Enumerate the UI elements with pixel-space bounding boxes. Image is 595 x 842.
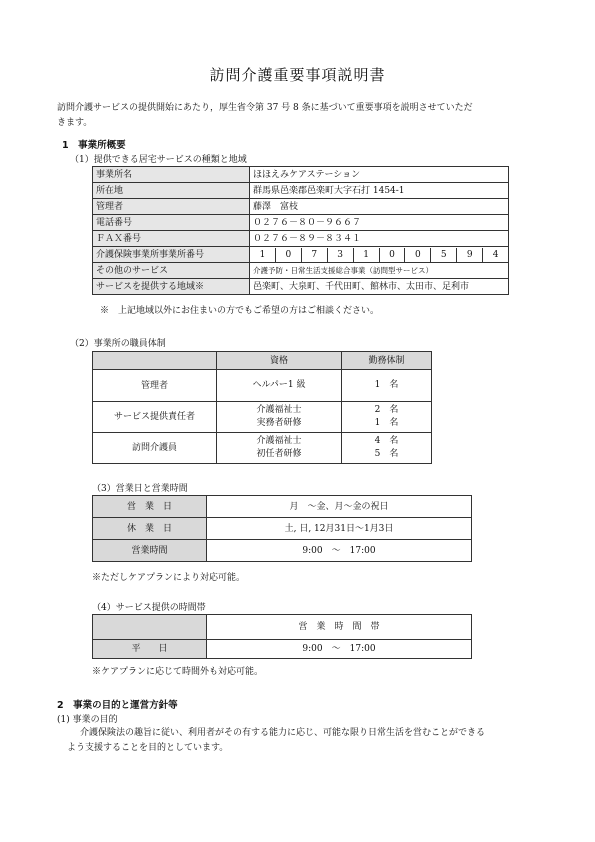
staff-count: 5 名 (374, 449, 399, 459)
intro-line: きます。 (57, 118, 93, 128)
office-number-digit: 7 (302, 248, 328, 262)
staff-qualification: 初任者研修 (256, 449, 302, 459)
business-hours-row (93, 496, 472, 518)
service-hours-header-blank (93, 615, 207, 640)
office-info-value: 介護予防・日常生活支援総合事業（訪問型サービス） (250, 263, 509, 279)
purpose-line: よう支援することを目的としています。 (67, 743, 229, 753)
office-info-row (93, 279, 509, 295)
service-hours-note: ※ケアプランに応じて時間外も対応可能。 (92, 667, 264, 677)
page-title: 訪問介護重要事項説明書 (209, 66, 386, 84)
office-info-label: ＦＡＸ番号 (93, 231, 250, 247)
office-info-row (93, 215, 509, 231)
office-info-value: 藤澤 富枝 (250, 199, 509, 215)
office-info-row (93, 183, 509, 199)
service-hours-label: 平 日 (93, 640, 207, 659)
staff-table-header (93, 352, 432, 370)
subsection-2-1-heading: (1) 事業の目的 (57, 715, 118, 725)
office-number-digit: 0 (380, 248, 406, 262)
office-info-value: ほほえみケアステーション (250, 167, 509, 183)
staff-qualifications (217, 402, 342, 433)
business-hours-row (93, 518, 472, 540)
business-hours-label: 営 業 日 (93, 496, 207, 518)
business-hours-table (92, 495, 472, 562)
staff-count: 1 名 (374, 380, 399, 390)
service-hours-value: 9:00 ～ 17:00 (207, 640, 472, 659)
office-info-label: 管理者 (93, 199, 250, 215)
staff-qualification: 介護福祉士 (256, 436, 302, 446)
office-number-digit: 1 (354, 248, 380, 262)
service-hours-row (93, 640, 472, 659)
subsection-1-1-heading: （1）提供できる居宅サービスの種類と地域 (70, 155, 247, 165)
staff-row (93, 402, 432, 433)
staff-counts (342, 370, 432, 402)
business-hours-value: 土, 日, 12月31日～1月3日 (207, 518, 472, 540)
office-number-digit: 3 (328, 248, 354, 262)
business-hours-value: 月 ～金、月～金の祝日 (207, 496, 472, 518)
staff-qualification: 実務者研修 (256, 418, 302, 428)
office-info-label: その他のサービス (93, 263, 250, 279)
staff-qualifications (217, 370, 342, 402)
office-info-value (250, 247, 509, 263)
staff-count: 2 名 (374, 405, 399, 415)
hours-note: ※ただしケアプランにより対応可能。 (92, 573, 246, 583)
area-note: ※ 上記地域以外にお住まいの方でもご希望の方はご相談ください。 (100, 306, 380, 316)
purpose-line: 介護保険法の趣旨に従い、利用者がその有する能力に応じ、可能な限り日常生活を営むことができる (80, 728, 486, 738)
staff-role: サービス提供責任者 (93, 402, 217, 433)
staff-row (93, 370, 432, 402)
staff-counts (342, 433, 432, 464)
staff-qualifications (217, 433, 342, 464)
staff-role: 管理者 (93, 370, 217, 402)
purpose-paragraph (57, 726, 547, 756)
staff-header-count: 勤務体制 (342, 352, 432, 370)
intro-line: 訪問介護サービスの提供開始にあたり，厚生省令第 37 号 8 条に基づいて重要事項を説明させていただ (57, 103, 473, 113)
business-hours-row (93, 540, 472, 562)
office-info-table (92, 166, 509, 295)
subsection-1-3-heading: （3）営業日と営業時間 (92, 484, 188, 494)
office-number-digit: 0 (405, 248, 431, 262)
office-info-row (93, 247, 509, 263)
staff-table (92, 351, 432, 464)
office-info-label: サービスを提供する地域※ (93, 279, 250, 295)
staff-header-qualification: 資格 (217, 352, 342, 370)
staff-qualification: 介護福祉士 (256, 405, 302, 415)
office-info-label: 事業所名 (93, 167, 250, 183)
office-info-row (93, 199, 509, 215)
staff-header-blank (93, 352, 217, 370)
intro-paragraph (57, 101, 547, 131)
staff-role: 訪問介護員 (93, 433, 217, 464)
staff-row (93, 433, 432, 464)
office-info-label: 所在地 (93, 183, 250, 199)
section-2-heading: 2 事業の目的と運営方針等 (57, 700, 178, 711)
business-hours-label: 営業時間 (93, 540, 207, 562)
office-number-digit: 9 (457, 248, 483, 262)
business-hours-label: 休 業 日 (93, 518, 207, 540)
business-hours-value: 9:00 ～ 17:00 (207, 540, 472, 562)
service-hours-table (92, 614, 472, 659)
office-info-value: 群馬県邑楽郡邑楽町大字石打 1454-1 (250, 183, 509, 199)
office-info-label: 介護保険事業所事業所番号 (93, 247, 250, 263)
office-info-row (93, 167, 509, 183)
office-number-digit: 0 (276, 248, 302, 262)
staff-counts (342, 402, 432, 433)
staff-count: 4 名 (374, 436, 399, 446)
subsection-1-2-heading: （2）事業所の職員体制 (70, 339, 166, 349)
office-info-row (93, 231, 509, 247)
office-info-value: ０２７６－８９－８３４１ (250, 231, 509, 247)
subsection-1-4-heading: （4）サービス提供の時間帯 (92, 603, 206, 613)
section-1-heading: 1 事業所概要 (62, 140, 126, 151)
office-info-value: ０２７６－８０－９６６７ (250, 215, 509, 231)
office-number-digit: 1 (250, 248, 276, 262)
office-info-label: 電話番号 (93, 215, 250, 231)
office-number-digit: 4 (492, 249, 499, 260)
staff-qualification: ヘルパー1 級 (252, 380, 306, 390)
office-info-row (93, 263, 509, 279)
office-number-digits (250, 248, 508, 262)
office-number-digit: 5 (431, 248, 457, 262)
service-hours-header-row (93, 615, 472, 640)
service-hours-header: 営 業 時 間 帯 (207, 615, 472, 640)
office-info-value: 邑楽町、大泉町、千代田町、館林市、太田市、足利市 (250, 279, 509, 295)
staff-count: 1 名 (374, 418, 399, 428)
